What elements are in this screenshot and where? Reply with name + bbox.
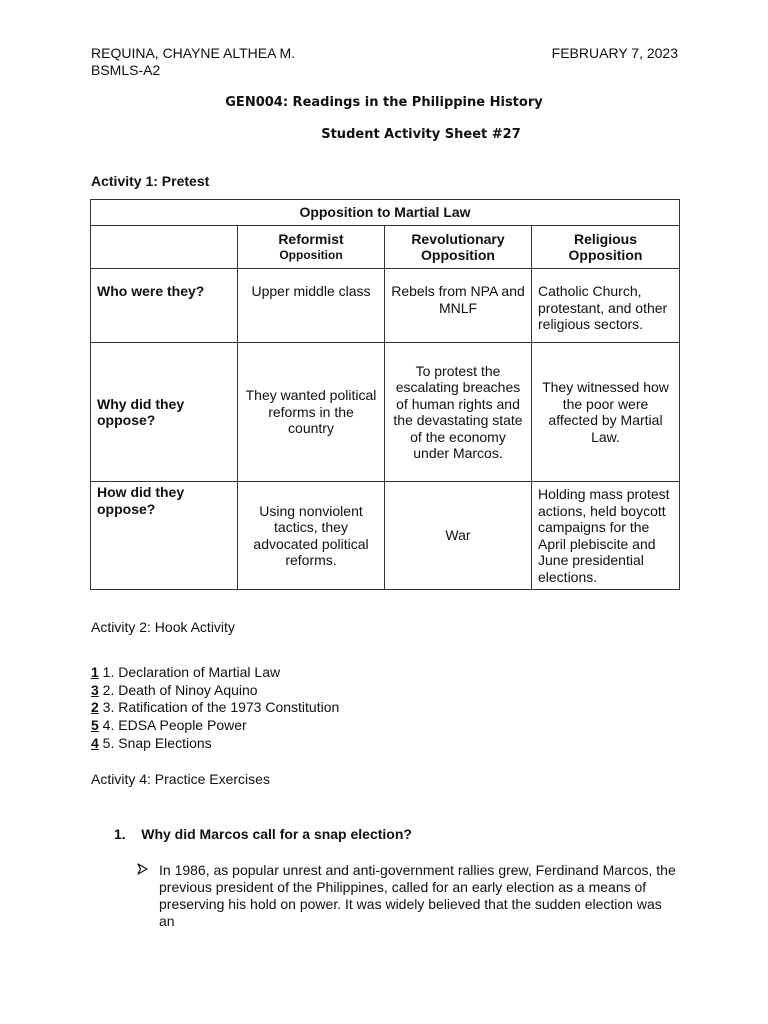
activity2-label: Activity 2: Hook Activity (91, 619, 235, 635)
table-header-row (91, 226, 680, 269)
student-name: REQUINA, CHAYNE ALTHEA M. (91, 45, 296, 61)
student-section: BSMLS-A2 (91, 62, 161, 78)
arrow-bullet-icon (137, 863, 149, 878)
activity4-label: Activity 4: Practice Exercises (91, 771, 270, 787)
table-row (91, 269, 680, 343)
document-date: FEBRUARY 7, 2023 (551, 45, 678, 61)
list-item: 2 3. Ratification of the 1973 Constitution (91, 699, 340, 716)
answer-text: In 1986, as popular unrest and anti-government rallies grew, Ferdinand Marcos, the previous president of the Philippines, called for an early election as a means of preserving his hold on power. It was widely believed that the sudden election was an (159, 862, 676, 929)
table-cell: They witnessed how the poor were affected by Martial Law. (532, 343, 680, 482)
answer-block (137, 862, 677, 930)
table-row (91, 482, 680, 590)
table-cell: To protest the escalating breaches of human rights and the devastating state of the economy under Marcos. (385, 343, 532, 482)
table-title: Opposition to Martial Law (91, 200, 680, 226)
activity1-label: Activity 1: Pretest (91, 173, 210, 189)
column-header-reformist: Reformist Opposition (238, 226, 385, 269)
hook-activity-list (91, 664, 339, 752)
table-cell: Rebels from NPA and MNLF (385, 269, 532, 343)
table-row (91, 343, 680, 482)
table-cell: Catholic Church, protestant, and other religious sectors. (532, 269, 680, 343)
table-cell: Upper middle class (238, 269, 385, 343)
row-question: How did they oppose? (91, 482, 238, 590)
table-cell: Using nonviolent tactics, they advocated political reforms. (238, 482, 385, 590)
list-item: 3 2. Death of Ninoy Aquino (91, 681, 258, 698)
question-1: 1. Why did Marcos call for a snap election? (114, 826, 412, 842)
table-cell: Holding mass protest actions, held boycott campaigns for the April plebiscite and June presidential elections. (532, 482, 680, 590)
column-header-religious: Religious Opposition (532, 226, 680, 269)
column-header-revolutionary: Revolutionary Opposition (385, 226, 532, 269)
row-question: Who were they? (91, 269, 238, 343)
course-title: GEN004: Readings in the Philippine History (225, 95, 543, 110)
row-question: Why did they oppose? (91, 343, 238, 482)
list-item: 1 1. Declaration of Martial Law (91, 664, 281, 680)
pretest-table (90, 199, 680, 590)
table-corner-cell (91, 226, 238, 269)
sheet-title: Student Activity Sheet #27 (321, 127, 521, 142)
table-cell: They wanted political reforms in the country (238, 343, 385, 482)
table-cell: War (385, 482, 532, 590)
list-item: 5 4. EDSA People Power (91, 717, 247, 734)
list-item: 4 5. Snap Elections (91, 734, 212, 751)
